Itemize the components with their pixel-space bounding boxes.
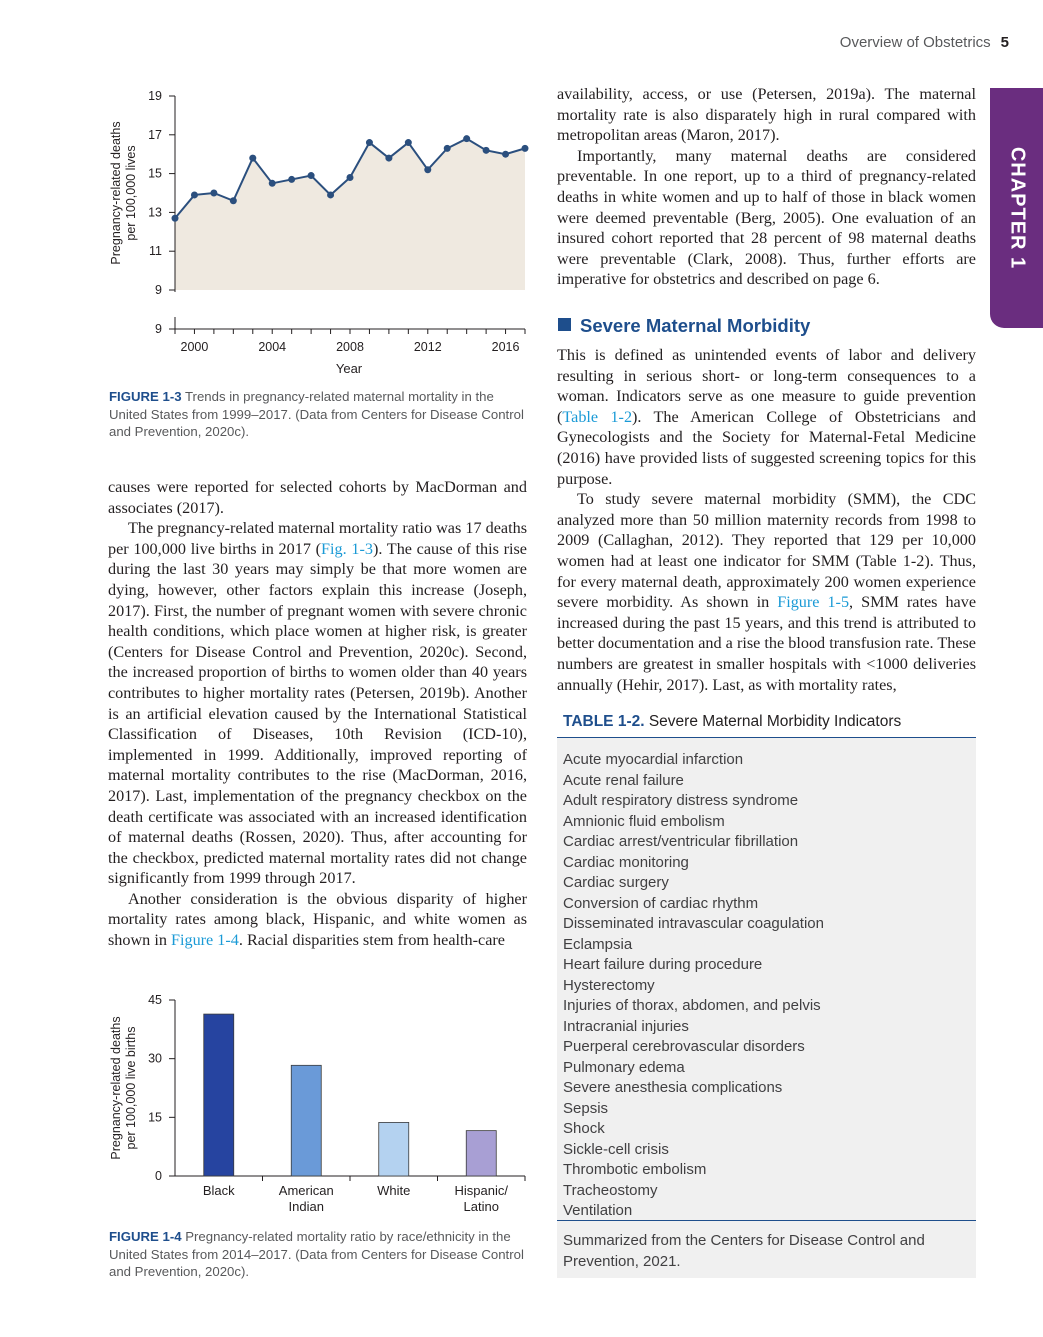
indicator-item: Cardiac surgery <box>563 874 669 891</box>
area-fill <box>175 139 525 290</box>
text-run: This is defined as unintended events of labor and delivery resulting in serious short- or long-term consequences to a woman. Indicators serve as one measure to guide prevention ( <box>557 346 976 426</box>
figure-1-3-link[interactable]: Fig. 1-3 <box>321 539 373 558</box>
running-head <box>840 34 1009 51</box>
indicator-item: Acute myocardial infarction <box>563 751 744 768</box>
x-tick-label: 2004 <box>258 340 287 354</box>
figure-1-4-chart <box>100 988 540 1220</box>
right-column-text-bottom <box>557 345 976 695</box>
y-tick-label: 9 <box>155 322 162 336</box>
text-run: The pregnancy-related maternal mortality ratio was 17 deaths per 100,000 live births in 2017 ( <box>108 519 527 558</box>
paragraph: availability, access, or use (Petersen, 2019a). The maternal mortality rate is also disparately high in rural compared with metropolitan areas (Maron, 2017). <box>557 85 976 145</box>
table-footer: Summarized from the Centers for Disease Control and Prevention, 2021. <box>557 1220 976 1272</box>
indicator-item: Hysterectomy <box>563 976 655 994</box>
chapter-tab-label: CHAPTER 1 <box>1006 146 1028 270</box>
indicator-item: Disseminated intravascular coagulation <box>563 915 824 932</box>
data-point <box>502 151 509 158</box>
bar <box>291 1065 321 1176</box>
indicator-item: Cardiac arrest/ventricular fibrillation <box>563 833 799 850</box>
bar <box>379 1122 409 1176</box>
y-tick-label: 9 <box>155 283 162 297</box>
x-axis-label: Year <box>335 361 363 376</box>
figure-1-5-link[interactable]: Figure 1-5 <box>777 593 850 612</box>
chapter-tab <box>990 88 1043 328</box>
indicator-item: Conversion of cardiac rhythm <box>563 894 759 912</box>
y-tick-label: 15 <box>148 166 162 181</box>
data-point <box>347 174 354 181</box>
figure-1-4-caption-text: Pregnancy-related mortality ratio by race/ethnicity in the United States from 2014–2017. (Data from Centers for Disease Control and Prevention, 2020c). <box>109 1229 524 1279</box>
y-tick-labels <box>148 89 162 336</box>
indicator-item: Puerperal cerebrovascular disorders <box>563 1038 805 1055</box>
category-label-line: White <box>377 1183 411 1198</box>
data-point <box>405 139 412 146</box>
y-tick-label: 13 <box>148 205 162 220</box>
x-tick-label: 2000 <box>180 340 209 354</box>
figure-1-3-chart <box>100 84 540 384</box>
category-label <box>377 1183 410 1198</box>
category-label <box>203 1183 235 1198</box>
data-point <box>269 180 276 187</box>
data-point <box>308 172 315 179</box>
data-point <box>483 147 490 154</box>
y-tick-label: 30 <box>148 1051 162 1066</box>
text-run: ). The cause of this rise during the last 30 years may simply be that more women are dying, however, other factors explain this increase (Joseph, 2017). First, the number of pregnant women with severe chronic health conditions, which place women at higher risk, is greater (Centers for Disease Control and Prevention, 2020c). Second, the increased proportion of births to women older than 40 years contributes to higher mortality rates (Petersen, 2019b). Another is an artificial elevation caused by the International Statistical Classification of Diseases, 10th Revision (ICD-10), implemented in 1999. Additionally, improved reporting of maternal mortality contributes to the rise (MacDorman, 2016, 2017). Last, implementation of the pregnancy checkbox on the death certificate was associated with an increased identification of maternal deaths (Rossen, 2020). Thus, after accounting for the checkbox, predicted maternal mortality rates did not change significantly from 1999 through 2017. <box>108 539 527 888</box>
paragraph: causes were reported for selected cohorts by MacDorman and associates (2017). <box>108 478 527 517</box>
indicator-item: Sepsis <box>563 1099 609 1117</box>
data-point <box>366 139 373 146</box>
category-label <box>279 1183 334 1214</box>
text-run: , SMM rates have increased during the past 15 years, and this trend is attributed to better documentation and a rise the blood transfusion rate. These numbers are greatest in smaller hospitals with <1000 deliveries annually (Hehir, 2017). Last, as with mortality rates, <box>557 593 977 694</box>
indicator-item: Pulmonary edema <box>563 1058 685 1076</box>
indicator-item: Acute renal failure <box>563 771 684 789</box>
text-run: Another consideration is the obvious disparity of higher mortality rates among black, Hispanic, and white women as shown in <box>108 889 527 950</box>
text-run: To study severe maternal morbidity (SMM), the CDC analyzed more than 50 million maternity records from 1998 to 2009 (Callaghan, 2012). They reported that 129 per 10,000 women had at least one indicator for SMM (Table 1-2). Thus, for every maternal death, approximately 200 women experience severe morbidity. As shown in <box>557 490 976 612</box>
indicator-item: Shock <box>563 1120 605 1137</box>
heading-square-icon <box>558 318 571 331</box>
figure-1-4-caption <box>109 1228 529 1281</box>
table-title: Severe Maternal Morbidity Indicators <box>648 713 902 730</box>
category-label-line: Hispanic/ <box>454 1183 508 1198</box>
data-point <box>249 155 256 162</box>
data-point <box>444 145 451 152</box>
data-point <box>172 215 179 222</box>
table-header <box>557 706 976 738</box>
data-point <box>385 155 392 162</box>
indicator-item: Heart failure during procedure <box>563 956 763 973</box>
page-number: 5 <box>1000 34 1009 51</box>
indicator-item: Sickle-cell crisis <box>563 1140 669 1158</box>
section-heading <box>558 315 810 337</box>
left-column-text <box>108 477 527 951</box>
indicator-item: Severe anesthesia complications <box>563 1079 783 1096</box>
category-label-line: Black <box>202 1183 235 1198</box>
x-tick-label: 2016 <box>491 340 520 354</box>
right-column-text-top <box>557 84 976 290</box>
y-tick-label: 19 <box>148 89 162 103</box>
bars <box>204 1014 497 1176</box>
indicator-item: Eclampsia <box>563 935 633 953</box>
paragraph: Importantly, many maternal deaths are considered preventable. In one report, up to a third of pregnancy-related deaths in white women and up to half of those in black women were deemed preventable (Berg, 2005). One evaluation of an insured cohort reported that 28 percent of 98 maternal deaths were preventable (Clark, 2008). Thus, further efforts are imperative for obstetrics and described on page 6. <box>557 146 976 289</box>
paragraph <box>557 345 976 489</box>
text-run: . Racial disparities stem from health-care <box>238 931 505 950</box>
bar <box>204 1014 234 1176</box>
x-tick-label: 2012 <box>413 340 442 354</box>
figure-1-4-label: FIGURE 1-4 <box>109 1229 182 1244</box>
x-tick-labels <box>181 340 520 354</box>
data-point <box>327 191 334 198</box>
figure-1-3-caption-text: Trends in pregnancy-related maternal mortality in the United States from 1999–2017. (Data from Centers for Disease Control and Prevention, 2020c). <box>109 389 524 439</box>
data-point <box>210 190 217 197</box>
indicator-item: Tracheostomy <box>563 1181 658 1199</box>
y-tick-label: 45 <box>148 993 162 1007</box>
indicator-list <box>557 738 976 1222</box>
category-label <box>455 1183 509 1214</box>
bar <box>466 1131 496 1176</box>
indicator-item: Intracranial injuries <box>563 1017 689 1035</box>
y-axis-label <box>109 121 138 264</box>
y-tick-label: 15 <box>148 1110 162 1125</box>
x-tick-label: 2008 <box>336 340 364 354</box>
y-axis-label-line: Pregnancy-related deaths <box>109 1016 123 1160</box>
category-labels <box>203 1183 509 1214</box>
paragraph <box>108 889 527 951</box>
figure-1-4-link[interactable]: Figure 1-4 <box>170 931 239 950</box>
category-label-line: Latino <box>463 1199 499 1214</box>
indicator-item: Cardiac monitoring <box>563 853 689 871</box>
indicator-item: Injuries of thorax, abdomen, and pelvis <box>563 997 821 1014</box>
indicator-item: Amnionic fluid embolism <box>563 812 725 830</box>
category-label-line: American <box>278 1183 334 1198</box>
figure-1-3-caption <box>109 388 529 441</box>
text-run: ). The American College of Obstetricians and Gynecologists and the Society for Maternal-Fetal Medicine (2016) have provided lists of suggested screening topics for this purpose. <box>557 407 977 488</box>
figure-1-3-label: FIGURE 1-3 <box>109 389 182 404</box>
y-tick-label: 11 <box>149 244 162 259</box>
section-heading-text: Severe Maternal Morbidity <box>580 315 811 336</box>
y-axis-label-line: Pregnancy-related deaths <box>109 121 123 265</box>
indicator-item: Ventilation <box>563 1202 633 1219</box>
data-point <box>463 135 470 142</box>
data-point <box>522 145 529 152</box>
data-point <box>230 197 237 204</box>
y-axis-label-line: per 100,000 live births <box>124 1026 138 1150</box>
indicator-item: Adult respiratory distress syndrome <box>563 792 799 809</box>
y-axis-label <box>109 1016 138 1159</box>
area-fill-shape <box>175 139 525 290</box>
y-tick-label: 17 <box>148 127 162 142</box>
y-axis-label-line: per 100,000 lives <box>124 145 138 241</box>
table-1-2-link[interactable]: Table 1-2 <box>562 407 633 426</box>
indicator-item: Thrombotic embolism <box>563 1161 707 1178</box>
data-point <box>288 176 295 183</box>
paragraph <box>108 518 527 889</box>
running-title: Overview of Obstetrics <box>839 34 991 51</box>
data-point <box>424 166 431 173</box>
y-tick-labels <box>148 993 162 1183</box>
y-tick-label: 0 <box>155 1169 162 1183</box>
category-label-line: Indian <box>288 1199 324 1214</box>
table-1-2 <box>557 706 976 1278</box>
table-label: TABLE 1-2. <box>563 713 645 730</box>
paragraph <box>557 489 976 695</box>
data-point <box>191 191 198 198</box>
